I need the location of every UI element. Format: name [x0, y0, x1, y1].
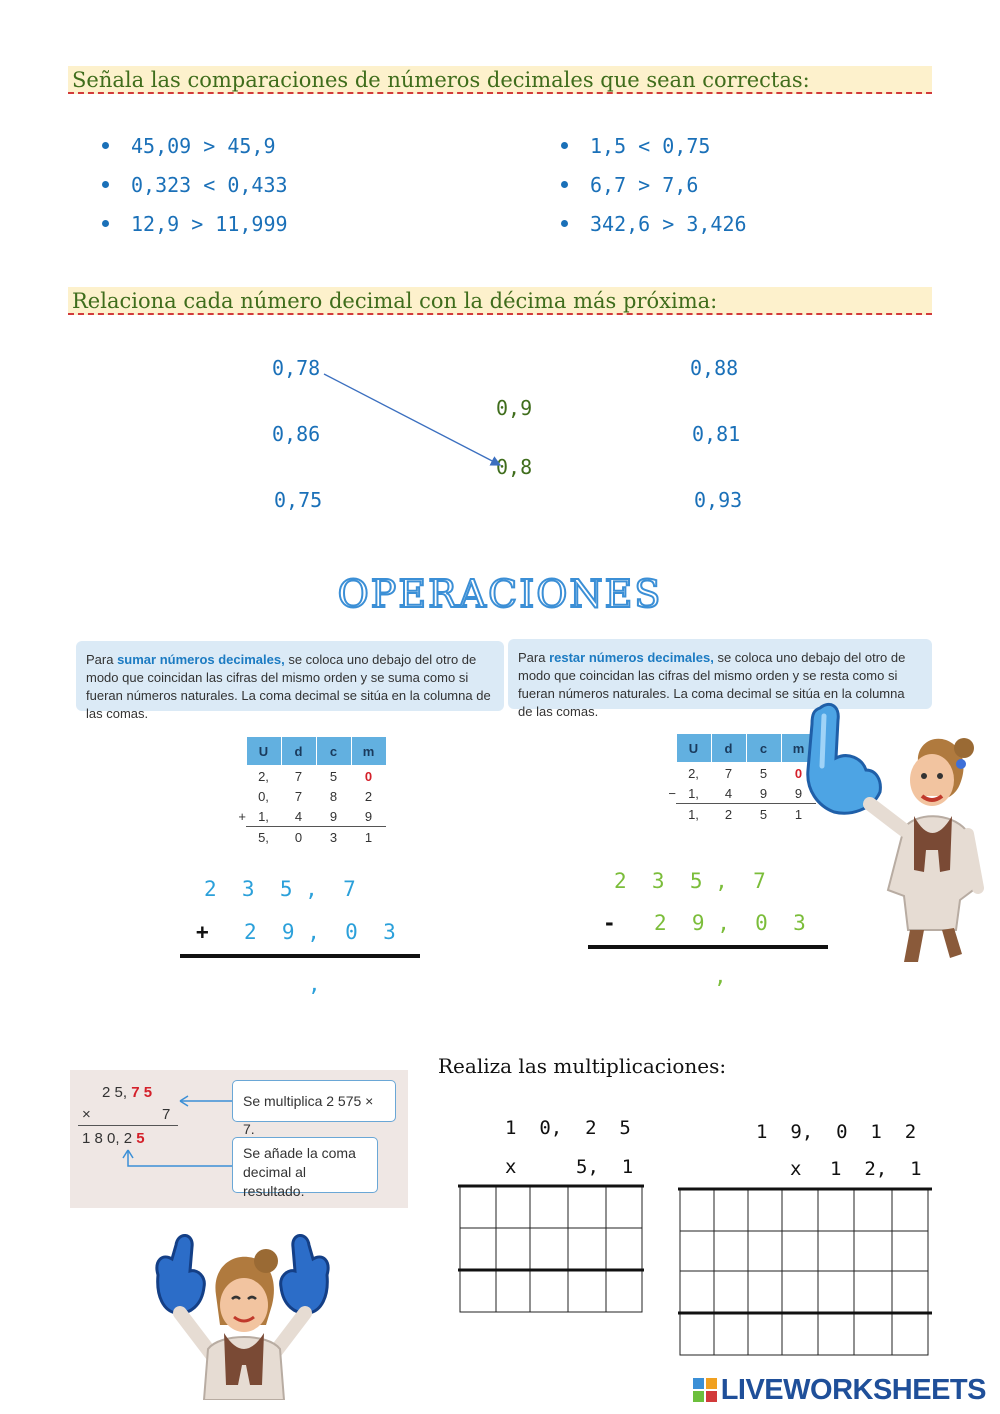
sum-result-line [180, 954, 420, 958]
table-header: d [281, 737, 316, 766]
example-result: 1 8 0, 2 5 [82, 1130, 145, 1147]
match-line [0, 0, 1000, 560]
plus-sign: + [196, 920, 209, 944]
exercise2-factor-2: 1 2, 1 [830, 1158, 922, 1180]
comparison-option[interactable]: 342,6 > 3,426 [561, 212, 747, 236]
comparison-option[interactable]: 45,09 > 45,9 [102, 134, 276, 158]
sum-answer-input[interactable]: , [308, 972, 321, 996]
multiplication-example [70, 1070, 408, 1208]
table-row: 2, 7 5 0 [258, 768, 373, 784]
comparisons-title: Señala las comparaciones de números decimales que sean correctas: [68, 66, 932, 94]
match-source-number[interactable]: 0,75 [274, 488, 323, 512]
example-callout-1: Se multiplica 2 575 × 7. [232, 1080, 396, 1122]
exercise1-factor-1: 1 0, 2 5 [505, 1117, 631, 1139]
table-header: d [711, 734, 746, 763]
table-row: 5, 0 3 1 [214, 827, 386, 848]
exercise2-times-sign: x [790, 1158, 802, 1180]
match-target-tenth[interactable]: 0,8 [496, 455, 533, 479]
sum-explanation-box: Para sumar números decimales, se coloca uno debajo del otro de modo que coincidan las cifras del mismo orden y se suma como si fueran números naturales. La coma decimal se sitúa en la columna de las comas. [76, 641, 504, 711]
subtraction-place-value-table [644, 733, 817, 824]
exercise1-answer-grid[interactable] [458, 1184, 644, 1314]
liveworksheets-logo-icon [693, 1378, 717, 1402]
match-source-number[interactable]: 0,88 [690, 356, 739, 380]
table-row: 1, 2 5 1 [644, 804, 816, 825]
exercise2-answer-grid[interactable] [678, 1187, 932, 1357]
subtraction-result-line [588, 945, 828, 949]
sum-place-value-table [214, 736, 387, 847]
subtraction-operand-2: 2 9 , 0 3 [654, 911, 806, 935]
match-source-number[interactable]: 0,86 [272, 422, 321, 446]
table-header: U [676, 734, 711, 763]
example-callout-2: Se añade la coma decimal al resultado. [232, 1137, 378, 1193]
exercise1-times-sign: x [505, 1156, 517, 1178]
sum-operand-1: 2 3 5 , 7 [204, 877, 356, 901]
match-source-number[interactable]: 0,81 [692, 422, 741, 446]
comparison-option[interactable]: 1,5 < 0,75 [561, 134, 710, 158]
matching-title: Relaciona cada número decimal con la décima más próxima: [68, 287, 932, 315]
table-header: U [246, 737, 281, 766]
multiplication-exercise-title: Realiza las multiplicaciones: [438, 1054, 727, 1078]
liveworksheets-logo: LIVEWORKSHEETS [693, 1374, 986, 1407]
exercise1-factor-2: 5, 1 [576, 1156, 634, 1178]
table-header: c [316, 737, 351, 766]
table-row: + 1, 4 9 9 [238, 808, 373, 824]
exercise2-factor-1: 1 9, 0 1 2 [756, 1121, 917, 1143]
teacher-foam-finger-icon [800, 700, 985, 968]
table-row: − 1, 4 9 9 [668, 785, 803, 801]
comparison-option[interactable]: 0,323 < 0,433 [102, 173, 288, 197]
example-factor-1: 2 5, 7 5 [102, 1084, 153, 1101]
match-source-number[interactable]: 0,78 [272, 356, 321, 380]
sum-operand-2: 2 9 , 0 3 [244, 920, 396, 944]
table-header: m [781, 734, 816, 763]
table-header: c [746, 734, 781, 763]
subtraction-answer-input[interactable]: , [714, 964, 727, 988]
example-times-sign: × [82, 1106, 91, 1123]
operations-title: OPERACIONES [337, 572, 663, 616]
table-row: 0, 7 8 2 [258, 788, 373, 804]
comparison-option[interactable]: 6,7 > 7,6 [561, 173, 698, 197]
subtraction-explanation-box: Para restar números decimales, se coloca uno debajo del otro de modo que coincidan las cifras del mismo orden y se resta como si fueran números naturales. La coma decimal se sitúa en la columna de las comas. [508, 639, 932, 709]
table-row: 2, 7 5 0 [688, 765, 803, 781]
teacher-cheering-icon [150, 1225, 335, 1400]
comparison-option[interactable]: 12,9 > 11,999 [102, 212, 288, 236]
example-factor-2: 7 [162, 1106, 171, 1123]
match-target-tenth[interactable]: 0,9 [496, 396, 533, 420]
match-source-number[interactable]: 0,93 [694, 488, 743, 512]
table-header: m [351, 737, 386, 766]
subtraction-operand-1: 2 3 5 , 7 [614, 869, 766, 893]
minus-sign: - [603, 911, 616, 935]
